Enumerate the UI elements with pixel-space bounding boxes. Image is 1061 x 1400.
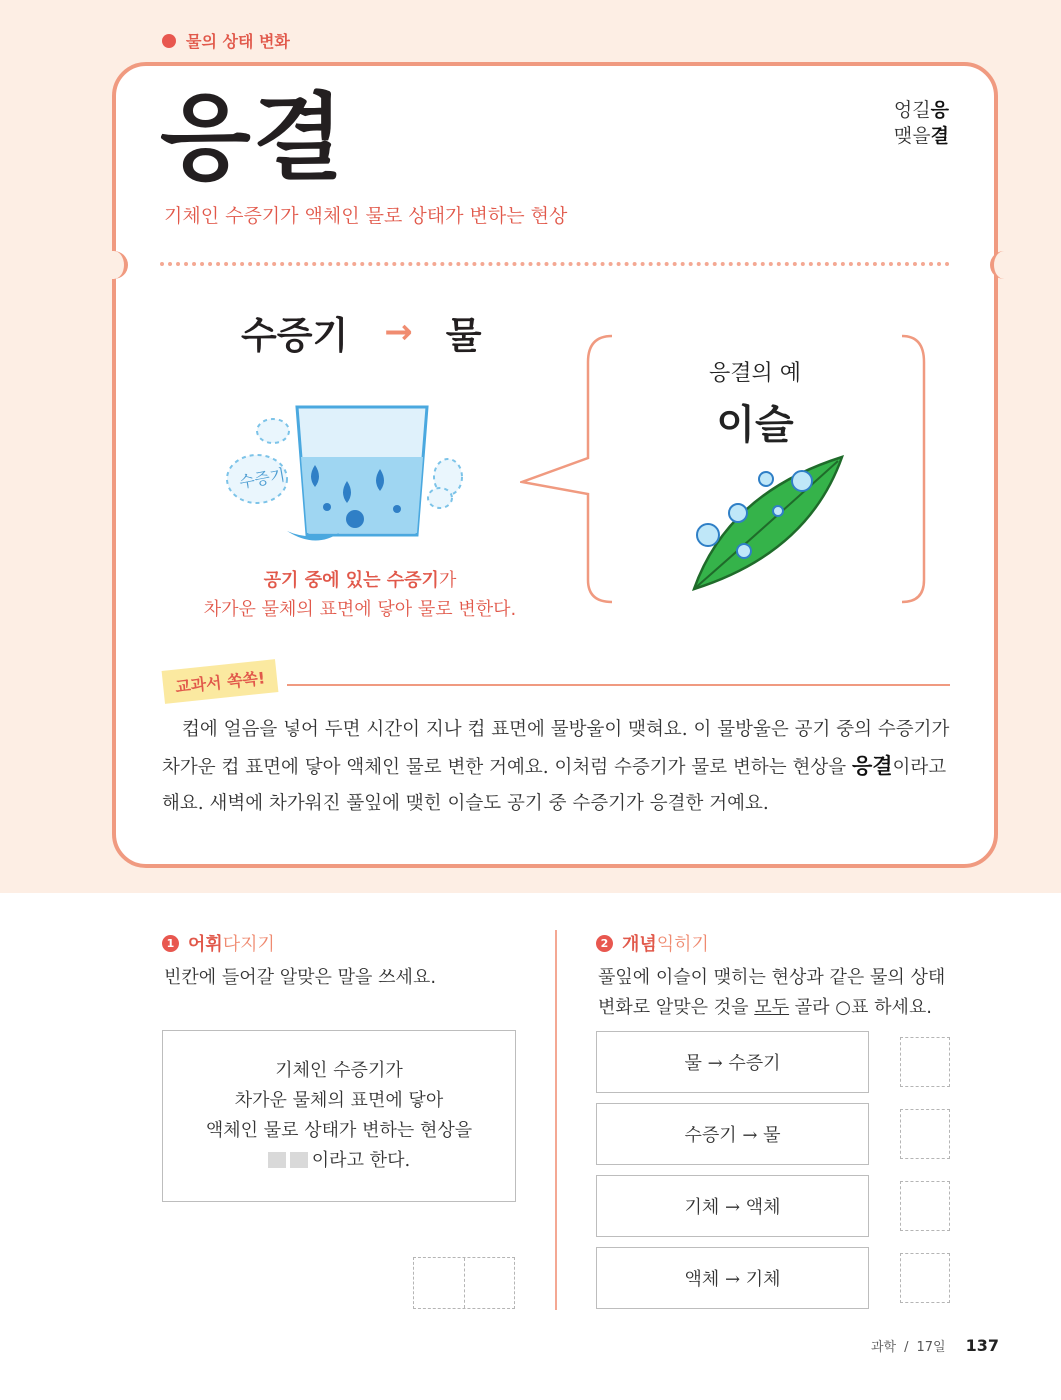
hanja-sound-1: 응 — [930, 99, 949, 121]
para-part-1: 컵에 얼음을 넣어 두면 시간이 지나 컵 표면에 물방울이 맺혀요. 이 물방울은 공기 중의 수증기가 차가운 컵 표면에 닿아 액체인 물로 변한 거예요. 이처럼 수증기가 물로 변하는 현상을 — [162, 719, 950, 778]
q2-title-strong: 개념 — [622, 934, 657, 955]
q1-title-light: 다지기 — [222, 934, 275, 955]
blank-icon — [268, 1152, 286, 1168]
hanja-meaning — [894, 97, 949, 149]
footer-subject: 과학 — [870, 1340, 897, 1355]
q1-instruction: 빈칸에 들어갈 알맞은 말을 쓰세요. — [164, 967, 437, 988]
caption-line-2: 차가운 물체의 표면에 닿아 물로 변한다. — [203, 599, 517, 620]
page-footer — [871, 1336, 999, 1355]
example-word: 이슬 — [716, 402, 794, 448]
q2-instruction-underline: 모두 — [754, 997, 790, 1018]
q2-title-light: 익히기 — [656, 934, 709, 955]
q1-header — [162, 930, 275, 956]
q2-instruction — [598, 963, 945, 1023]
textbook-paragraph — [162, 712, 952, 822]
q2-check-box[interactable] — [900, 1109, 950, 1159]
q2-option: 수증기 → 물 — [596, 1103, 869, 1165]
q2-option: 물 → 수증기 — [596, 1031, 869, 1093]
q2-instruction-line-2a: 변화로 알맞은 것을 — [598, 997, 755, 1018]
q1-number-icon: 1 — [162, 935, 179, 952]
q2-check-box[interactable] — [900, 1037, 950, 1087]
footer-separator: / — [904, 1340, 909, 1355]
example-label: 응결의 예 — [708, 361, 801, 386]
hanja-gloss-2: 맺을 — [893, 125, 931, 147]
change-to: 물 — [445, 314, 482, 357]
textbook-rule — [287, 684, 950, 686]
dotted-divider — [160, 262, 950, 266]
bullet-dot-icon — [162, 34, 176, 48]
dew-leaf-icon — [688, 453, 848, 593]
q1-answer-box[interactable] — [413, 1257, 515, 1309]
caption-bold: 공기 중에 있는 수증기 — [263, 570, 439, 591]
footer-day: 17일 — [916, 1340, 946, 1355]
q2-instruction-line-2b: 골라 ○표 하세요. — [789, 997, 932, 1018]
section-tag-label: 물의 상태 변화 — [186, 32, 290, 51]
q2-header — [596, 930, 709, 956]
q1-box-line-1: 기체인 수증기가 — [275, 1060, 403, 1081]
q1-sentence — [162, 1056, 516, 1176]
hanja-sound-2: 결 — [930, 125, 949, 147]
q1-box-line-2: 차가운 물체의 표면에 닿아 — [234, 1090, 444, 1111]
concept-word: 응결 — [160, 84, 346, 193]
q2-check-box[interactable] — [900, 1253, 950, 1303]
q1-title-strong: 어휘 — [188, 934, 223, 955]
card-notch-right — [990, 251, 1014, 279]
state-change — [241, 305, 481, 359]
q2-check-box[interactable] — [900, 1181, 950, 1231]
q1-box-line-4: 이라고 한다. — [311, 1150, 411, 1171]
para-bold-term: 응결 — [851, 754, 893, 778]
textbook-tag: 교과서 쏙쏙! — [162, 659, 279, 704]
vapor-label: 수증기 — [237, 465, 287, 492]
blank-icon — [290, 1152, 308, 1168]
glass-illustration — [225, 395, 475, 565]
concept-definition: 기체인 수증기가 액체인 물로 상태가 변하는 현상 — [164, 205, 568, 227]
column-divider — [555, 930, 557, 1310]
diagram-caption — [170, 566, 550, 624]
q1-box-line-3: 액체인 물로 상태가 변하는 현상을 — [205, 1120, 473, 1141]
para-part-2: 이라고 해요. 새벽에 차가워진 풀잎에 맺힌 이슬도 공기 중 수증기가 응결한 거예요. — [162, 757, 947, 814]
caption-tail: 가 — [438, 570, 457, 591]
arrow-right-icon: → — [384, 312, 413, 352]
q2-option: 액체 → 기체 — [596, 1247, 869, 1309]
q2-option: 기체 → 액체 — [596, 1175, 869, 1237]
q2-instruction-line-1: 풀잎에 이슬이 맺히는 현상과 같은 물의 상태 — [598, 967, 946, 988]
change-from: 수증기 — [241, 314, 349, 357]
q2-number-icon: 2 — [596, 935, 613, 952]
page-number: 137 — [965, 1336, 999, 1355]
section-tag — [162, 29, 290, 52]
hanja-gloss-1: 엉길 — [893, 99, 931, 121]
